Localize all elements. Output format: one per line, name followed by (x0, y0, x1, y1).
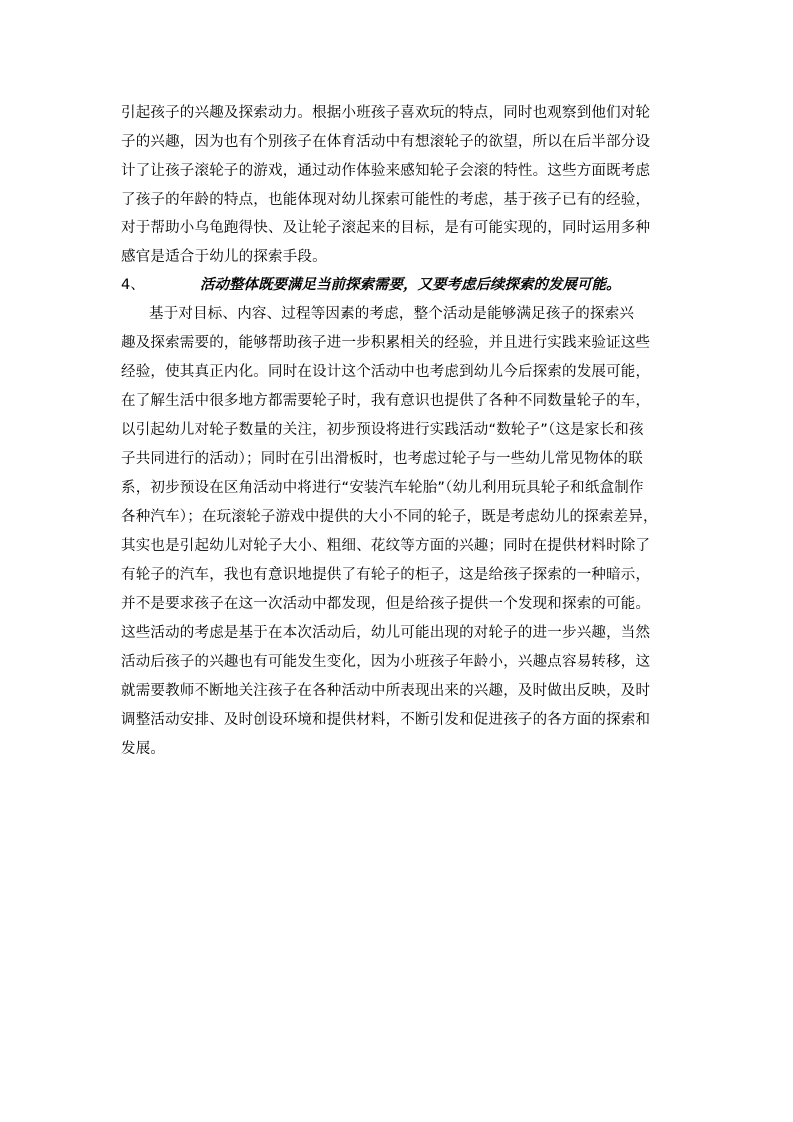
section-heading: 活动整体既要满足当前探索需要，又要考虑后续探索的发展可能。 (200, 277, 621, 293)
section-number: 4、 (121, 277, 145, 293)
paragraph-line: 这些活动的考虑是基于在本次活动后，幼儿可能出现的对轮子的进一步兴趣，当然 (121, 625, 651, 641)
paragraph-line: 计了让孩子滚轮子的游戏，通过动作体验来感知轮子会滚的特性。这些方面既考虑 (121, 163, 651, 179)
paragraph-line: 各种汽车）；在玩滚轮子游戏中提供的大小不同的轮子，既是考虑幼儿的探索差异， (121, 509, 658, 525)
paragraph-line: 以引起幼儿对轮子数量的关注，初步预设将进行实践活动“数轮子”（这是家长和孩 (121, 422, 644, 438)
paragraph-line: 有轮子的汽车，我也有意识地提供了有轮子的柜子，这是给孩子探索的一种暗示， (121, 567, 651, 583)
paragraph-line: 其实也是引起幼儿对轮子大小、粗细、花纹等方面的兴趣；同时在提供材料时除了 (121, 538, 651, 554)
paragraph-line: 感官是适合于幼儿的探索手段。 (121, 249, 327, 265)
paragraph-line: 并不是要求孩子在这一次活动中都发现，但是给孩子提供一个发现和探索的可能。 (121, 596, 651, 612)
paragraph-line: 调整活动安排、及时创设环境和提供材料，不断引发和促进孩子的各方面的探索和 (121, 712, 651, 728)
paragraph-line: 引起孩子的兴趣及探索动力。根据小班孩子喜欢玩的特点，同时也观察到他们对轮 (121, 105, 651, 121)
paragraph-line: 了孩子的年龄的特点，也能体现对幼儿探索可能性的考虑，基于孩子已有的经验， (121, 192, 651, 208)
paragraph-line: 就需要教师不断地关注孩子在各种活动中所表现出来的兴趣，及时做出反映，及时 (121, 683, 651, 699)
paragraph-line: 经验，使其真正内化。同时在设计这个活动中也考虑到幼儿今后探索的发展可能， (121, 364, 651, 380)
paragraph-line: 发展。 (121, 741, 166, 757)
paragraph-line: 基于对目标、内容、过程等因素的考虑，整个活动是能够满足孩子的探索兴 (149, 306, 635, 322)
paragraph-line: 子的兴趣，因为也有个别孩子在体育活动中有想滚轮子的欲望，所以在后半部分设 (121, 134, 651, 150)
paragraph-line: 子共同进行的活动）；同时在引出滑板时，也考虑过轮子与一些幼儿常见物体的联 (121, 451, 643, 467)
paragraph-line: 趣及探索需要的，能够帮助孩子进一步积累相关的经验，并且进行实践来验证这些 (121, 335, 651, 351)
paragraph-line: 在了解生活中很多地方都需要轮子时，我有意识也提供了各种不同数量轮子的车， (121, 393, 651, 409)
paragraph-line: 对于帮助小乌龟跑得快、及让轮子滚起来的目标，是有可能实现的，同时运用多种 (121, 220, 651, 236)
paragraph-line: 系，初步预设在区角活动中将进行“安装汽车轮胎”（幼儿利用玩具轮子和纸盒制作 (121, 480, 644, 496)
paragraph-line: 活动后孩子的兴趣也有可能发生变化，因为小班孩子年龄小，兴趣点容易转移，这 (121, 654, 651, 670)
